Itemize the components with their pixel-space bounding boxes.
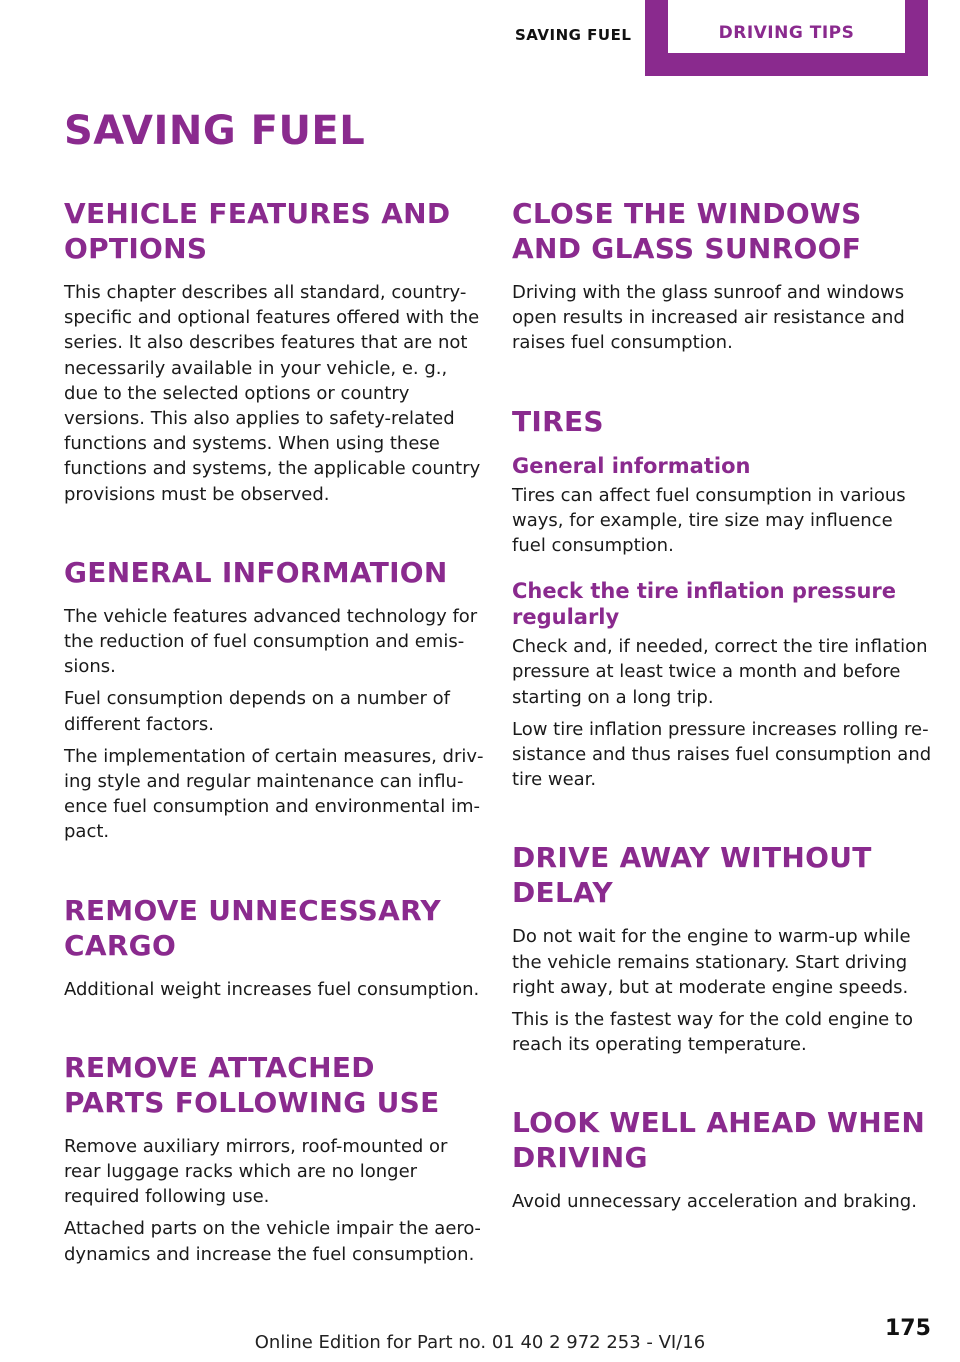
section-remove-parts	[64, 1050, 484, 1267]
section-vehicle-features	[64, 196, 484, 507]
section-look-ahead	[512, 1105, 932, 1214]
section-heading: REMOVE ATTACHED PARTS FOLLOWING USE	[64, 1050, 440, 1119]
subsection-tires-general	[512, 453, 932, 559]
paragraph: This is the fastest way for the cold engine to reach its operating temperature.	[512, 1009, 914, 1056]
paragraph: Check and, if needed, correct the tire inflation pressure at least twice a month and before starting on a long trip.	[512, 636, 928, 708]
section-heading: VEHICLE FEATURES AND OPTIONS	[64, 197, 451, 265]
edition-footer: Online Edition for Part no. 01 40 2 972 253 - VI/16	[254, 1332, 706, 1353]
section-heading: LOOK WELL AHEAD WHEN DRIVING	[512, 1106, 926, 1175]
subsection-tire-pressure	[512, 578, 932, 792]
section-close-windows	[512, 196, 932, 356]
paragraph: The vehicle features advanced technology for the reduction of fuel consumption and emissions.	[64, 605, 478, 678]
header-section-label: SAVING FUEL	[515, 26, 632, 44]
subsection-heading: Check the tire inflation pressure regularly	[512, 579, 897, 630]
paragraph: Tires can affect fuel consumption in various ways, for example, tire size may influence fuel consumption.	[512, 484, 906, 557]
paragraph: Low tire inflation pressure increases rolling resistance and thus raises fuel consumption and tire wear.	[512, 718, 932, 791]
paragraph: Attached parts on the vehicle impair the aerodynamics and increase the fuel consumption.	[64, 1218, 481, 1265]
section-heading: CLOSE THE WINDOWS AND GLASS SUNROOF	[512, 197, 862, 265]
section-heading: REMOVE UNNECESSARY CARGO	[64, 893, 442, 962]
page-title: SAVING FUEL	[64, 108, 366, 154]
section-remove-cargo	[64, 893, 484, 1002]
subsection-heading: General information	[512, 453, 751, 478]
chapter-tab-inner	[668, 0, 905, 53]
section-heading: TIRES	[512, 404, 604, 438]
section-drive-away	[512, 840, 932, 1057]
paragraph: Fuel consumption depends on a number of different factors.	[64, 688, 450, 735]
paragraph: Driving with the glass sunroof and windows open results in increased air resistance and raises fuel consumption.	[512, 282, 905, 354]
paragraph: The implementation of certain measures, driving style and regular maintenance can influence fuel consumption and environmental impact.	[64, 745, 484, 843]
section-heading: GENERAL INFORMATION	[64, 555, 448, 589]
right-column	[512, 196, 932, 1263]
section-heading: DRIVE AWAY WITHOUT DELAY	[512, 841, 872, 910]
paragraph: Do not wait for the engine to warm-up while the vehicle remains stationary. Start driving right away, but at moderate engine speeds.	[512, 926, 911, 998]
paragraph: Avoid unnecessary acceleration and braking.	[512, 1191, 917, 1213]
paragraph: Remove auxiliary mirrors, roof-mounted or rear luggage racks which are no longer required following use.	[64, 1135, 448, 1208]
chapter-tab	[645, 0, 928, 76]
section-general-information	[64, 555, 484, 845]
left-column	[64, 196, 484, 1315]
paragraph: Additional weight increases fuel consumption.	[64, 978, 480, 1000]
paragraph: This chapter describes all standard, country-specific and optional features offered with the series. It also describes features that are not necessarily available in your vehicle, e. g., due to the selected options or country versions. This also applies to safety-related functions and systems. When using these functions and systems, the applicable country provisions must be observed.	[64, 282, 481, 505]
page-number: 175	[885, 1316, 931, 1341]
chapter-tab-label: DRIVING TIPS	[718, 23, 855, 43]
section-tires	[512, 404, 932, 793]
